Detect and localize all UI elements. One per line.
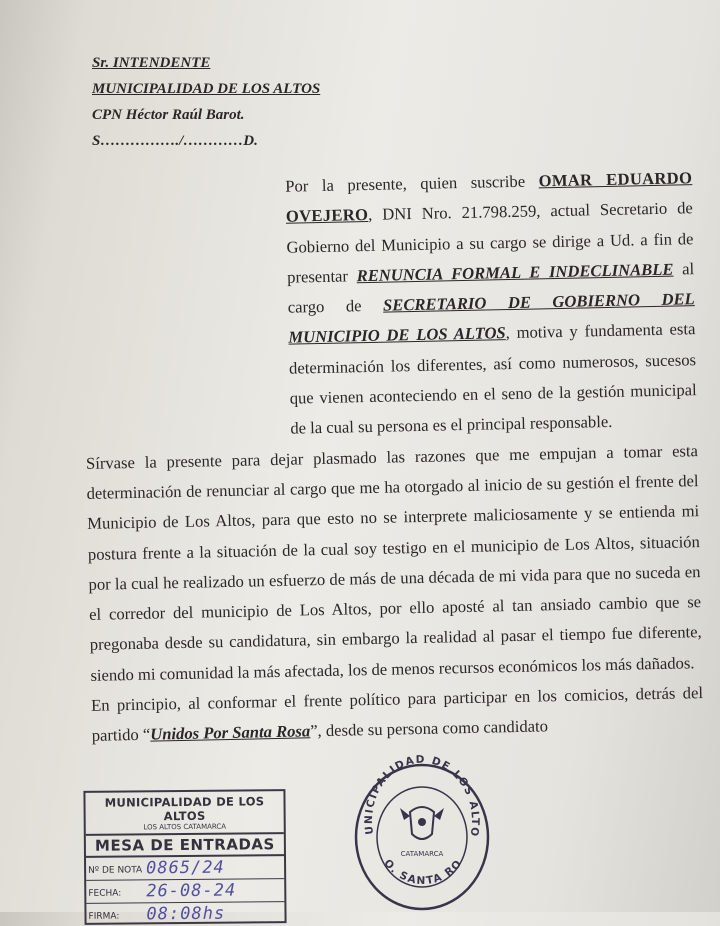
addressee-name: CPN Héctor Raúl Barot. (92, 107, 245, 123)
p3-text-b: ”, desde su persona como candidato (310, 716, 549, 741)
seal-graphic (352, 742, 492, 912)
paragraph-1 (80, 163, 698, 448)
paragraph-2: Sírvase la presente para dejar plasmado las razones que me empujan a tomar esta determinación de renunciar al cargo que me ha otorgado al inicio de su gestión el frente del Municipio de Los Altos, para que esto no se interprete maliciosamente y se entienda mi postura frente a la situación de la cual soy testigo en el municipio de Los Altos, situación por la cual he realizado un esfuerzo de más de una década de mi vida para que no suceda en el corredor del municipio de Los Altos, por ello aposté al tan ansiado cambio que se pregonaba desde su candidatura, sin embargo la realidad al pasar el tiempo fue diferente, siendo mi comunidad la más afectada, los de menos recursos económicos los más dañados. (85, 440, 702, 685)
stamp-subtitle: LOS ALTOS CATAMARCA (86, 822, 284, 836)
reception-stamp (83, 789, 286, 925)
municipal-seal (352, 742, 492, 912)
fecha-value: 26-08-24 (146, 880, 237, 902)
resignation-phrase: RENUNCIA FORMAL E INDECLINABLE (356, 259, 674, 286)
stamp-row-fecha (86, 879, 284, 904)
letter-body (80, 163, 704, 751)
letter-header (92, 50, 320, 154)
position-name: SECRETARIO DE GOBIERNO DEL MUNICIPIO DE LOS ALTOS (288, 289, 695, 348)
stamp-title: MUNICIPALIDAD DE LOS ALTOS (104, 794, 265, 824)
stamp-row-nota (86, 856, 284, 881)
p1-text-d: , motiva y fundamenta esta determinación los diferentes, así como numerosos, sucesos que vienen aconteciendo en el seno de la gestión municipal de la cual su persona es el principal responsable. (288, 319, 697, 439)
p1-text-a: Por la presente, quien suscribe (285, 171, 539, 196)
stamp-row-firma (86, 902, 284, 926)
p1-text-c: al cargo de (287, 259, 695, 317)
seal-ring-text: UNICIPALIDAD DE LOS ALTO (362, 753, 482, 839)
seal-center-text: CATAMARCA (400, 850, 444, 858)
coat-of-arms-icon (400, 807, 444, 839)
p1-text-b: , DNI Nro. 21.798.259, actual Secretario de Gobierno del Municipio a su cargo se dirige a Ud. a fin de presentar (286, 198, 694, 287)
addressee-institution: MUNICIPALIDAD DE LOS ALTOS (92, 81, 321, 97)
nota-label: Nº DE NOTA (88, 865, 143, 876)
addressee-title: Sr. INTENDENTE (92, 55, 211, 71)
firma-value: 08:08hs (146, 903, 226, 925)
firma-label: FIRMA: (88, 911, 120, 922)
nota-value: 0865/24 (146, 857, 225, 879)
fecha-label: FECHA: (88, 888, 122, 899)
paragraph-3 (91, 678, 704, 751)
p3-text-a: En principio, al conformar el frente político para participar en los comicios, detrás del partido “ (90, 683, 704, 746)
party-name: Unidos Por Santa Rosa (150, 721, 311, 744)
signer-name: OMAR EDUARDO OVEJERO (285, 168, 693, 226)
salutation-line: S……………./…………D. (92, 133, 258, 149)
seal-bottom-text: O. SANTA RO (381, 857, 465, 888)
stamp-office: MESA DE ENTRADAS (86, 834, 284, 858)
